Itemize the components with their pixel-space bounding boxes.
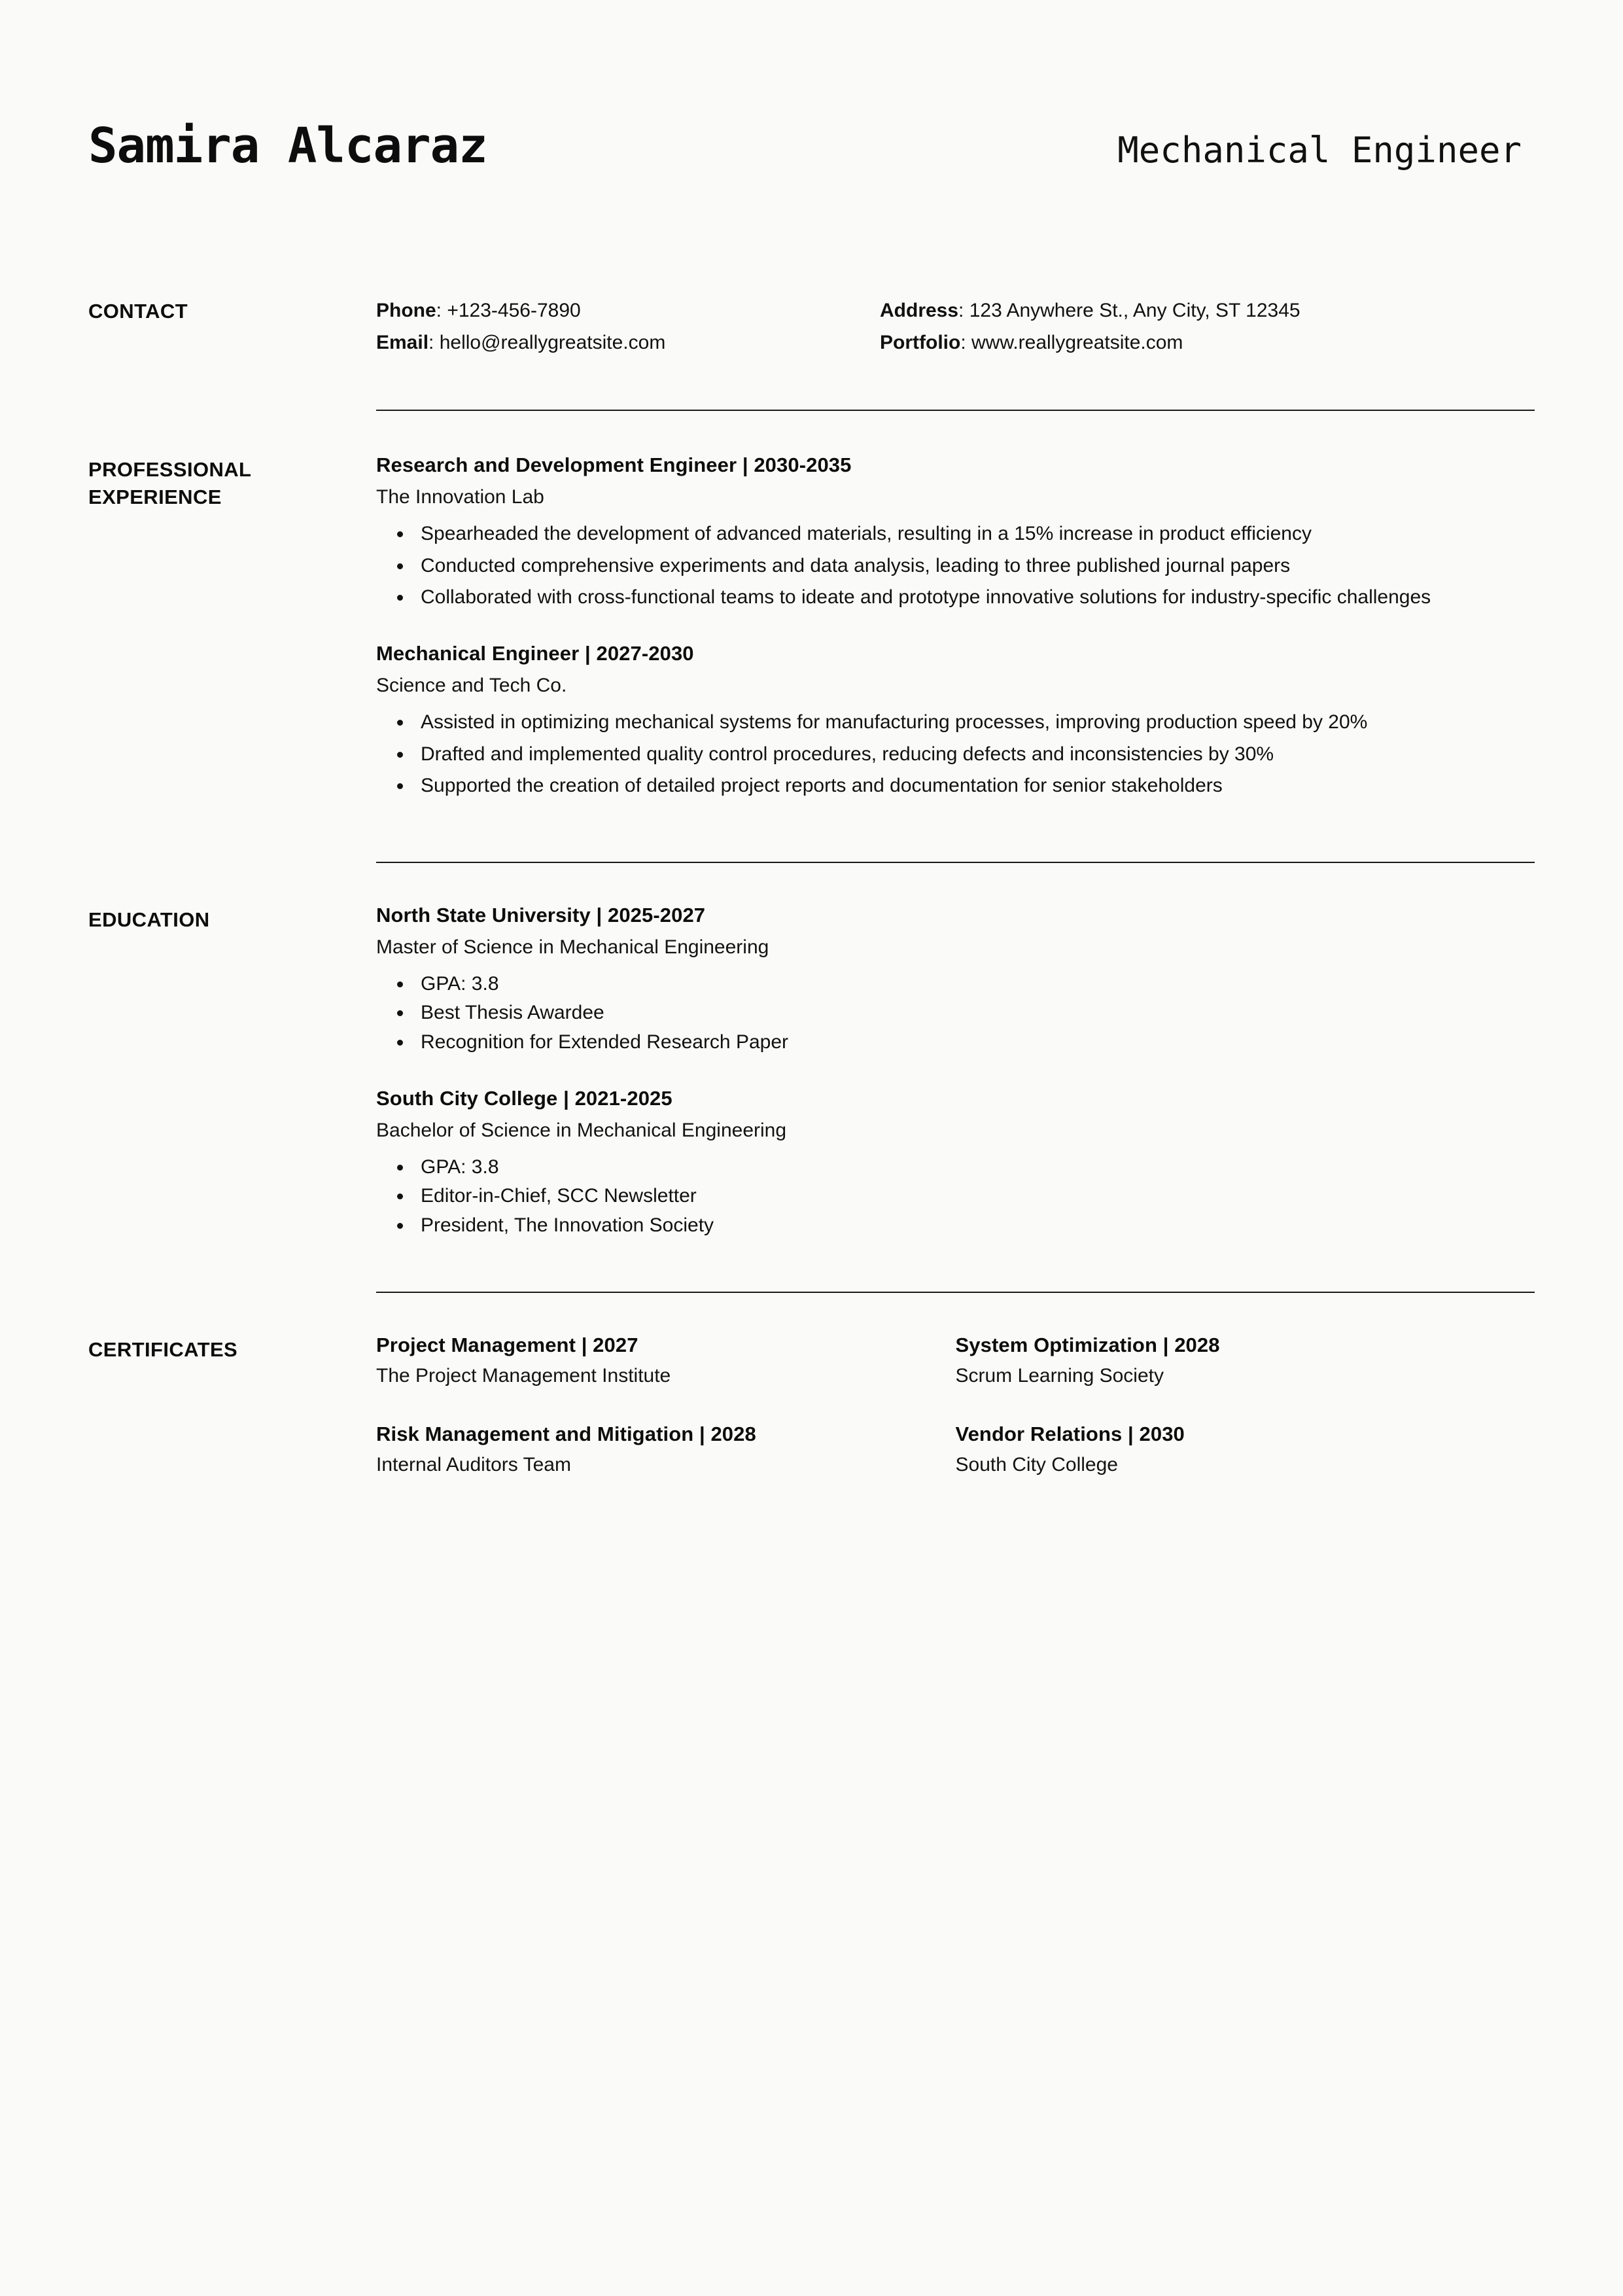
- education-section: [0, 904, 1623, 1241]
- contact-address-value: : 123 Anywhere St., Any City, ST 12345: [958, 300, 1300, 321]
- certificate-issuer: Internal Auditors Team: [376, 1454, 571, 1476]
- certificates-list: [376, 1333, 1535, 1511]
- certificate-item: [376, 1333, 956, 1387]
- contact-column-left: [376, 295, 880, 359]
- certificate-item: [956, 1422, 1535, 1476]
- education-entry: [376, 1087, 1535, 1240]
- list-item: • President, The Innovation Society: [413, 1212, 1487, 1240]
- education-entry-bullets: [376, 1154, 1535, 1240]
- contact-section-label: CONTACT: [88, 300, 188, 323]
- contact-email-value: : hello@reallygreatsite.com: [428, 331, 666, 353]
- contact-column-right: [880, 295, 1535, 359]
- contact-details: [376, 295, 1535, 359]
- contact-section: [0, 295, 1623, 359]
- contact-address: [880, 295, 1535, 327]
- certificate-title: Vendor Relations | 2030: [955, 1422, 1185, 1446]
- education-entry-bullets: [376, 970, 1535, 1057]
- experience-entries: [376, 453, 1535, 804]
- experience-entry-title: Research and Development Engineer | 2030-2035: [376, 453, 852, 477]
- certificate-issuer: South City College: [955, 1454, 1118, 1476]
- certificates-section: [0, 1333, 1623, 1511]
- divider-after-experience: [376, 862, 1535, 863]
- contact-phone-label: Phone: [376, 300, 436, 321]
- contact-address-label: Address: [880, 300, 959, 321]
- divider-after-contact: [376, 410, 1535, 411]
- list-item: • Supported the creation of detailed project reports and documentation for senior stakeholders: [413, 772, 1487, 800]
- divider-after-education: [376, 1292, 1535, 1293]
- education-entry: [376, 904, 1535, 1057]
- list-item: • GPA: 3.8: [413, 1154, 1487, 1182]
- list-item: • Collaborated with cross-functional teams to ideate and prototype innovative solutions for industry-specific challenges: [413, 584, 1487, 612]
- education-entry-title: South City College | 2021-2025: [376, 1086, 672, 1110]
- resume-header: [0, 0, 1623, 174]
- experience-label-line1: PROFESSIONAL: [88, 458, 252, 482]
- certificate-issuer: The Project Management Institute: [376, 1365, 671, 1387]
- list-item: • Editor-in-Chief, SCC Newsletter: [413, 1182, 1487, 1210]
- education-entries: [376, 904, 1535, 1241]
- experience-entry-company: Science and Tech Co.: [376, 674, 567, 696]
- certificate-item: [376, 1422, 956, 1476]
- experience-entry-bullets: [376, 709, 1535, 800]
- list-item: • Best Thesis Awardee: [413, 999, 1487, 1027]
- contact-portfolio: [880, 327, 1535, 359]
- list-item: • GPA: 3.8: [413, 970, 1487, 998]
- education-entry-degree: Master of Science in Mechanical Engineering: [376, 936, 769, 958]
- experience-entry: [376, 453, 1535, 612]
- certificate-issuer: Scrum Learning Society: [955, 1365, 1164, 1387]
- experience-section: [0, 453, 1623, 804]
- contact-email-label: Email: [376, 331, 429, 353]
- list-item: • Assisted in optimizing mechanical systems for manufacturing processes, improving production speed by 20%: [413, 709, 1487, 737]
- list-item: • Spearheaded the development of advanced materials, resulting in a 15% increase in product efficiency: [413, 520, 1487, 548]
- contact-email: [376, 327, 880, 359]
- list-item: • Conducted comprehensive experiments and data analysis, leading to three published journal papers: [413, 552, 1487, 580]
- experience-entry-bullets: [376, 520, 1535, 612]
- certificate-title: Project Management | 2027: [376, 1333, 638, 1357]
- experience-section-label: [88, 453, 376, 511]
- certificate-item: [956, 1333, 1535, 1387]
- list-item: • Recognition for Extended Research Paper: [413, 1029, 1487, 1057]
- experience-entry-company: The Innovation Lab: [376, 486, 544, 508]
- education-entry-degree: Bachelor of Science in Mechanical Engineering: [376, 1119, 787, 1141]
- education-entry-title: North State University | 2025-2027: [376, 903, 706, 927]
- experience-entry: [376, 642, 1535, 800]
- contact-phone-value: : +123-456-7890: [436, 300, 581, 321]
- candidate-job-title: Mechanical Engineer: [1117, 130, 1522, 171]
- certificate-title: Risk Management and Mitigation | 2028: [376, 1422, 756, 1446]
- contact-phone: [376, 295, 880, 327]
- contact-portfolio-label: Portfolio: [880, 331, 961, 353]
- list-item: • Drafted and implemented quality control procedures, reducing defects and inconsistencies by 30%: [413, 741, 1487, 769]
- experience-entry-title: Mechanical Engineer | 2027-2030: [376, 641, 694, 665]
- contact-portfolio-value: : www.reallygreatsite.com: [960, 331, 1183, 353]
- candidate-name: Samira Alcaraz: [88, 118, 487, 174]
- education-section-label: EDUCATION: [88, 908, 210, 931]
- experience-label-line2: EXPERIENCE: [88, 486, 222, 509]
- certificate-title: System Optimization | 2028: [955, 1333, 1220, 1357]
- certificates-section-label: CERTIFICATES: [88, 1338, 238, 1362]
